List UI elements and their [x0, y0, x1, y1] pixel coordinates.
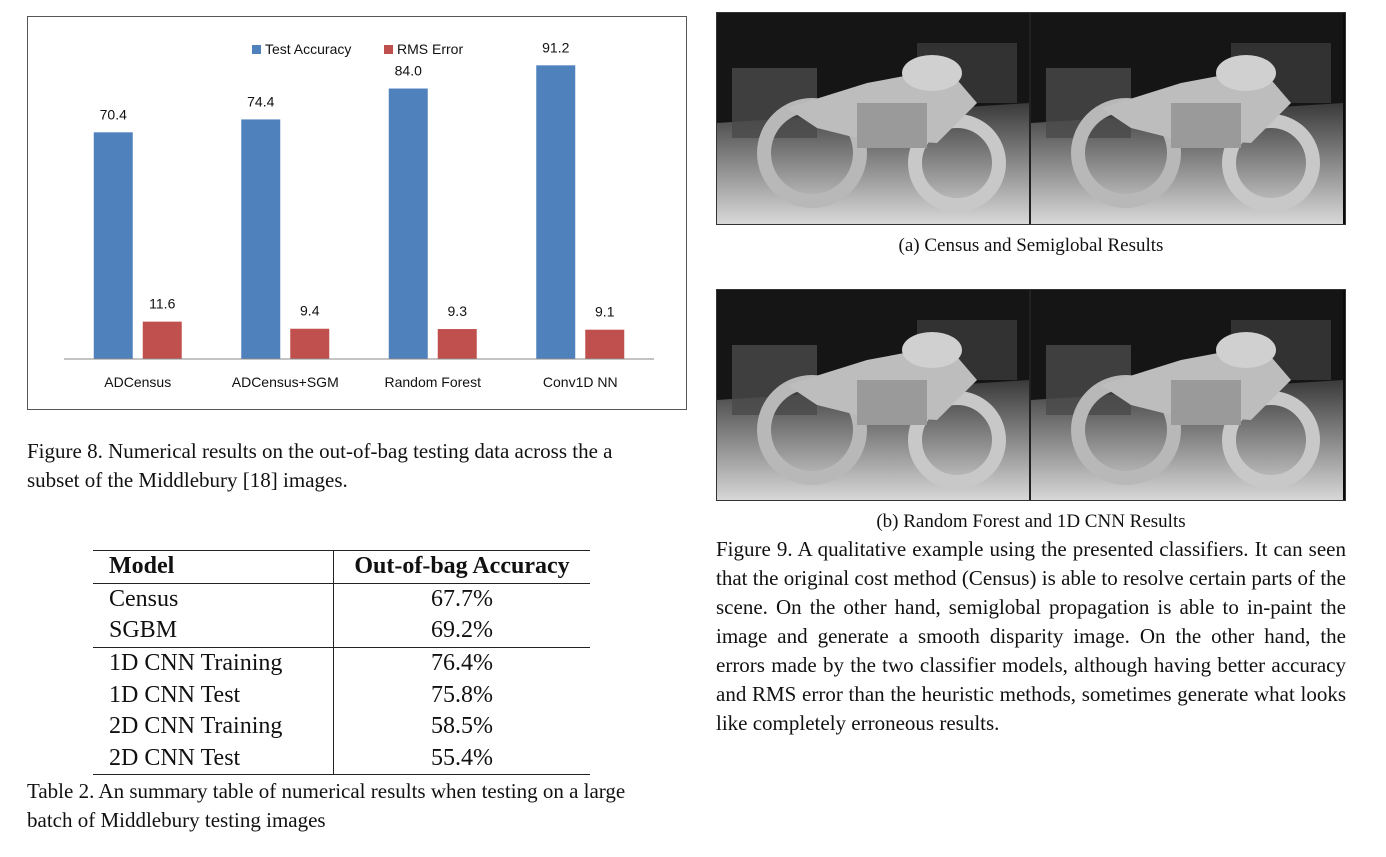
table-row	[93, 711, 590, 743]
legend-label: Test Accuracy	[265, 41, 352, 57]
data-label: 9.1	[595, 303, 615, 320]
bar	[143, 322, 182, 359]
data-label: 74.4	[247, 93, 275, 110]
bar	[585, 330, 624, 359]
data-label: 9.3	[447, 303, 467, 320]
x-tick-label: ADCensus	[104, 374, 172, 390]
x-tick-label: ADCensus+SGM	[231, 374, 339, 390]
figure-9b-subcaption: (b) Random Forest and 1D CNN Results	[876, 511, 1186, 532]
figure-8-caption: Figure 8. Numerical results on the out-of-bag testing data across the a subset of the Middlebury [18] images.	[27, 439, 613, 492]
figure-9b-image	[716, 289, 1346, 501]
accuracy-cell: 69.2%	[431, 617, 493, 644]
header-accuracy: Out-of-bag Accuracy	[354, 553, 570, 580]
figure-9-caption: Figure 9. A qualitative example using the presented classifiers. It can seen that the original cost method (Census) is able to resolve certain parts of the scene. On the other hand, semiglobal propagation is able to in-paint the image and generate a smooth disparity image. On the other hand, the errors made by the two classifier models, although having better accuracy and RMS error than the heuristic methods, sometimes generate what looks like completely erroneous results.	[716, 537, 1346, 735]
accuracy-cell: 67.7%	[431, 585, 493, 612]
data-label: 70.4	[99, 106, 127, 123]
data-label: 9.4	[300, 302, 320, 319]
model-cell: 2D CNN Test	[93, 743, 334, 775]
bar	[438, 329, 477, 359]
header-model: Model	[93, 551, 334, 584]
bar	[536, 65, 575, 359]
data-label: 91.2	[542, 39, 570, 56]
x-tick-label: Conv1D NN	[542, 374, 618, 390]
bar	[94, 132, 133, 359]
figure-8-chart	[27, 16, 687, 410]
table-header-row	[93, 551, 590, 584]
bar	[241, 119, 280, 359]
model-cell: 1D CNN Test	[93, 679, 334, 711]
figure-9a-image	[716, 12, 1346, 225]
data-label: 84.0	[394, 62, 422, 79]
legend-label: RMS Error	[397, 41, 464, 57]
model-cell: SGBM	[93, 615, 334, 647]
accuracy-cell: 75.8%	[431, 681, 493, 708]
legend-swatch	[384, 45, 393, 54]
table-row	[93, 615, 590, 647]
legend-swatch	[252, 45, 261, 54]
bar	[389, 89, 428, 359]
accuracy-cell: 58.5%	[431, 713, 493, 740]
table-row	[93, 679, 590, 711]
table-row	[93, 583, 590, 615]
bar-chart	[28, 17, 686, 409]
results-table	[93, 550, 590, 775]
model-cell: Census	[93, 583, 334, 615]
table-row	[93, 647, 590, 679]
x-tick-label: Random Forest	[384, 374, 481, 390]
model-cell: 2D CNN Training	[93, 711, 334, 743]
data-label: 11.6	[149, 295, 176, 312]
model-cell: 1D CNN Training	[93, 647, 334, 679]
figure-9a-subcaption: (a) Census and Semiglobal Results	[898, 235, 1164, 256]
accuracy-cell: 76.4%	[431, 650, 493, 677]
bar	[290, 329, 329, 359]
table-row	[93, 743, 590, 775]
accuracy-cell: 55.4%	[431, 744, 493, 771]
table-2-caption: Table 2. An summary table of numerical results when testing on a large batch of Middlebury testing images	[27, 779, 626, 832]
